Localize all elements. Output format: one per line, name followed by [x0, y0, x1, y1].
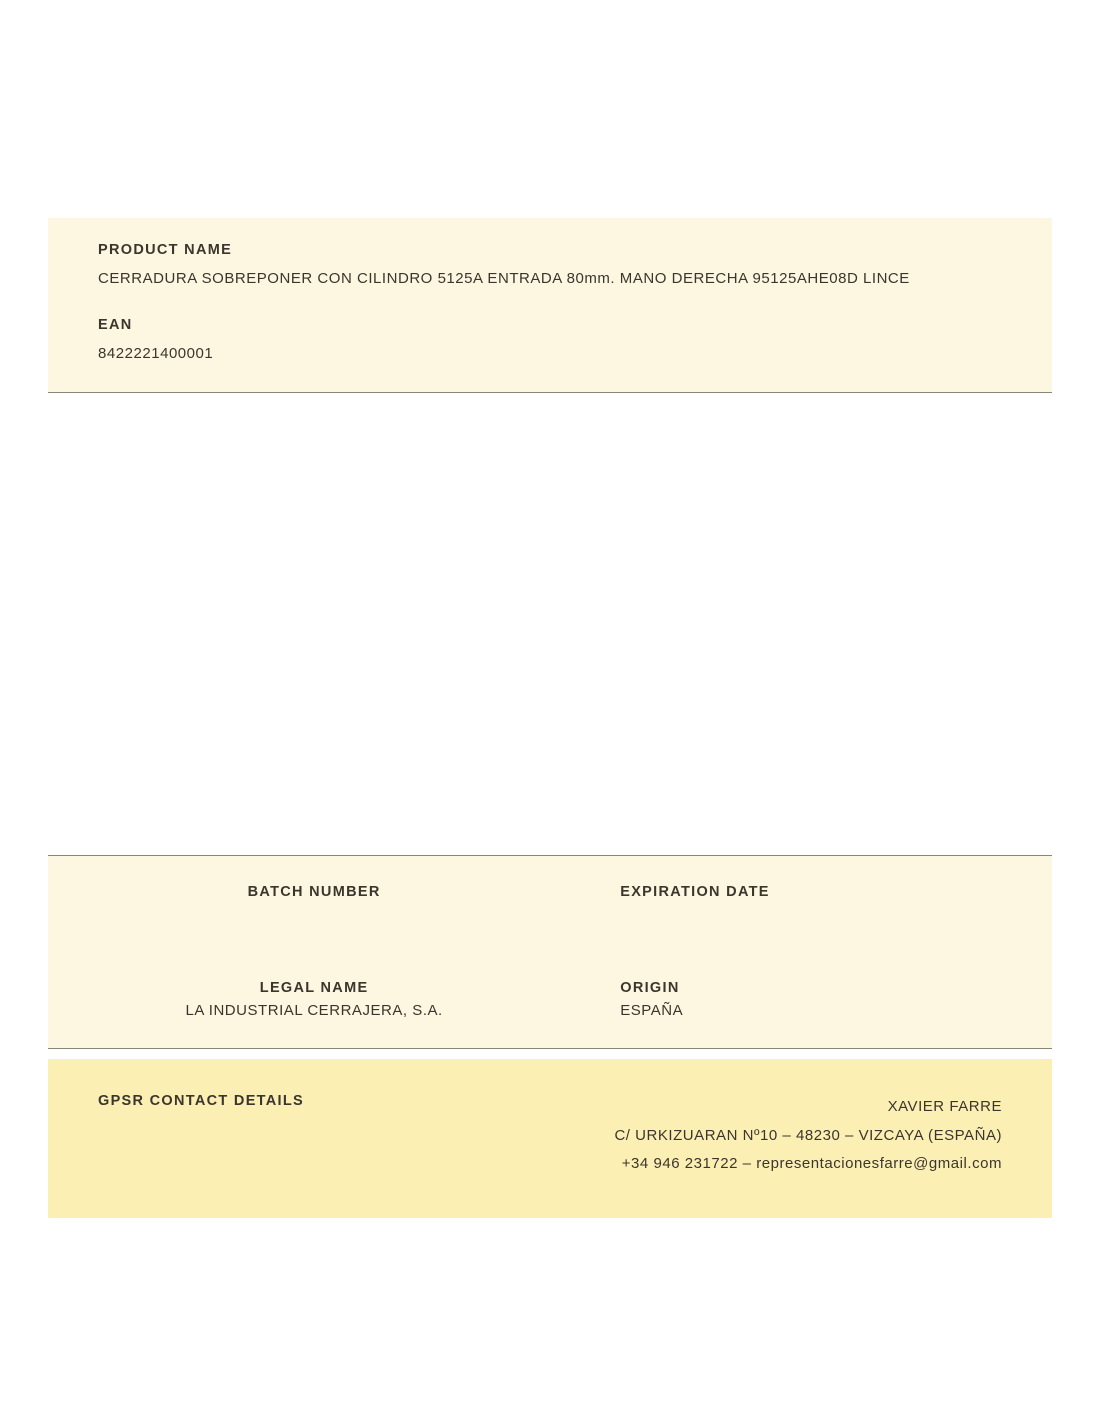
product-name-value: CERRADURA SOBREPONER CON CILINDRO 5125A ENTRADA 80mm. MANO DERECHA 95125AHE08D LINCE	[98, 270, 910, 287]
origin-label: ORIGIN	[620, 980, 680, 996]
batch-number-field	[48, 884, 610, 924]
origin-value: ESPAÑA	[620, 1002, 684, 1019]
expiration-date-label: EXPIRATION DATE	[620, 884, 770, 900]
ean-value: 8422221400001	[98, 345, 214, 362]
batch-number-label: BATCH NUMBER	[247, 884, 381, 900]
gpsr-contact-address: C/ URKIZUARAN Nº10 – 48230 – VIZCAYA (ESPAÑA)	[614, 1126, 1002, 1144]
ean-label: EAN	[98, 317, 133, 333]
gpsr-contact-name: XAVIER FARRE	[887, 1098, 1002, 1115]
legal-name-value: LA INDUSTRIAL CERRAJERA, S.A.	[185, 1002, 443, 1019]
product-info-block	[48, 218, 1052, 393]
metadata-row-legal	[48, 980, 1052, 1020]
expiration-date-field	[610, 884, 1052, 924]
gpsr-contact-details	[614, 1093, 1002, 1218]
legal-name-field	[48, 980, 610, 1020]
gpsr-contact-label: GPSR CONTACT DETAILS	[98, 1093, 305, 1109]
batch-number-value	[48, 906, 580, 924]
metadata-block	[48, 855, 1052, 1049]
gpsr-contact-block	[48, 1059, 1052, 1218]
product-name-label: PRODUCT NAME	[98, 242, 233, 258]
metadata-row-batch	[48, 884, 1052, 924]
legal-name-label: LEGAL NAME	[259, 980, 369, 996]
gpsr-contact-phone-email: +34 946 231722 – representacionesfarre@gmail.com	[621, 1155, 1002, 1172]
spacer	[98, 287, 1002, 317]
origin-field	[610, 980, 1052, 1020]
expiration-date-value	[620, 906, 1052, 924]
